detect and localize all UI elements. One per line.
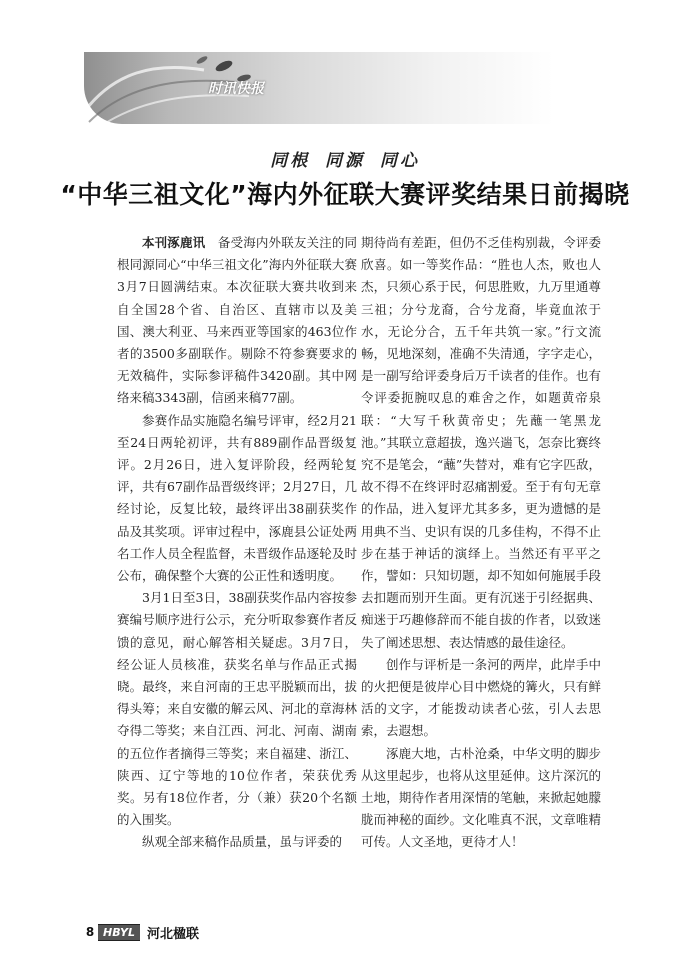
paragraph: 涿鹿大地，古朴沧桑，中华文明的脚步从这里起步，也将从这里延伸。这片深沉的土地，期待作者用深情的笔触，来掀起她朦胧而神秘的面纱。文化唯真不泯，文章唯精可传。人文圣地，更待才人！ bbox=[361, 745, 601, 850]
paragraph-text: 备受海内外联友关注的同根同源同心“中华三祖文化”海内外征联大赛3月7日圆满结束。本次征联大赛共收到来自全国28个省、自治区、直辖市以及美国、澳大利亚、马来西亚等国家的463位作者的3500多副联作。剔除不符参赛要求的无效稿件，实际参评稿件3420副。其中网络来稿3343副，信函来稿77副。 bbox=[117, 235, 357, 406]
article-column-left bbox=[117, 232, 357, 854]
article-column-right bbox=[361, 232, 601, 854]
journal-name: 河北楹联 bbox=[146, 926, 199, 942]
paragraph bbox=[117, 232, 357, 410]
paragraph: 纵观全部来稿作品质量，虽与评委的 bbox=[142, 834, 343, 850]
paragraph: 期待尚有差距，但仍不乏佳构别裁，令评委欣喜。如一等奖作品：“胜也人杰，败也人杰，只须心系于民，何思胜败，九万里通尊三祖；分兮龙裔，合兮龙裔，毕竟血浓于水，无论分合，五千年共筑一家。”行文流畅，见地深刻，准确不失清通，字字走心，是一副写给评委身后万千读者的佳作。也有令评委扼腕叹息的难舍之作，如题黄帝泉联：“大写千秋黄帝史；先蘸一笔黑龙池。”其联立意超拔，逸兴遄飞，怎奈比赛终究不是笔会，“蘸”失替对，难有它字匹敌，故不得不在终评时忍痛割爱。至于有句无章的作品，进入复评尤其多多，更为遗憾的是用典不当、史识有误的几多佳构，不得不止步在基于神话的演绎上。当然还有平平之作，譬如：只知切题，却不知如何施展手段去扣题而别开生面。更有沉迷于引经据典、痴迷于巧趣修辞而不能自拔的作者，以致迷失了阐述思想、表达情感的最佳途径。 bbox=[361, 235, 601, 650]
section-tag: 时讯快报 bbox=[208, 81, 264, 97]
page-number: 8 bbox=[85, 925, 95, 939]
journal-logo: HBYL bbox=[98, 924, 140, 941]
paragraph: 创作与评析是一条河的两岸，此岸手中的火把便是彼岸心目中燃烧的篝火，只有鲜活的文字，才能拨动读者心弦，引人去思索，去遐想。 bbox=[361, 656, 601, 739]
page-footer bbox=[84, 924, 199, 940]
lead-label: 本刊涿鹿讯 bbox=[142, 235, 206, 250]
article-subtitle: 同根 同源 同心 bbox=[270, 151, 420, 171]
paragraph: 参赛作品实施隐名编号评审，经2月21至24日两轮初评，共有889副作品晋级复评。2月26日，进入复评阶段，经两轮复评，共有67副作品晋级终评；2月27日，几经讨论，反复比较，最终评出38副获奖作品及其奖项。评审过程中，涿鹿县公证处两名工作人员全程监督，未晋级作品逐轮及时公布，确保整个大赛的公正性和透明度。 bbox=[117, 412, 357, 584]
article-title: “中华三祖文化”海内外征联大赛评奖结果日前揭晓 bbox=[60, 180, 630, 209]
paragraph: 3月1日至3日，38副获奖作品内容按参赛编号顺序进行公示，充分听取参赛作者反馈的意见，耐心解答相关疑虑。3月7日，经公证人员核准，获奖名单与作品正式揭晓。最终，来自河南的王忠平脱颖而出，拔得头筹；来自安徽的解云风、河北的章海林夺得二等奖；来自江西、河北、河南、湖南的五位作者摘得三等奖；来自福建、浙江、陕西、辽宁等地的10位作者，荣获优秀奖。另有18位作者，分（兼）获20个名额的入围奖。 bbox=[117, 590, 357, 828]
